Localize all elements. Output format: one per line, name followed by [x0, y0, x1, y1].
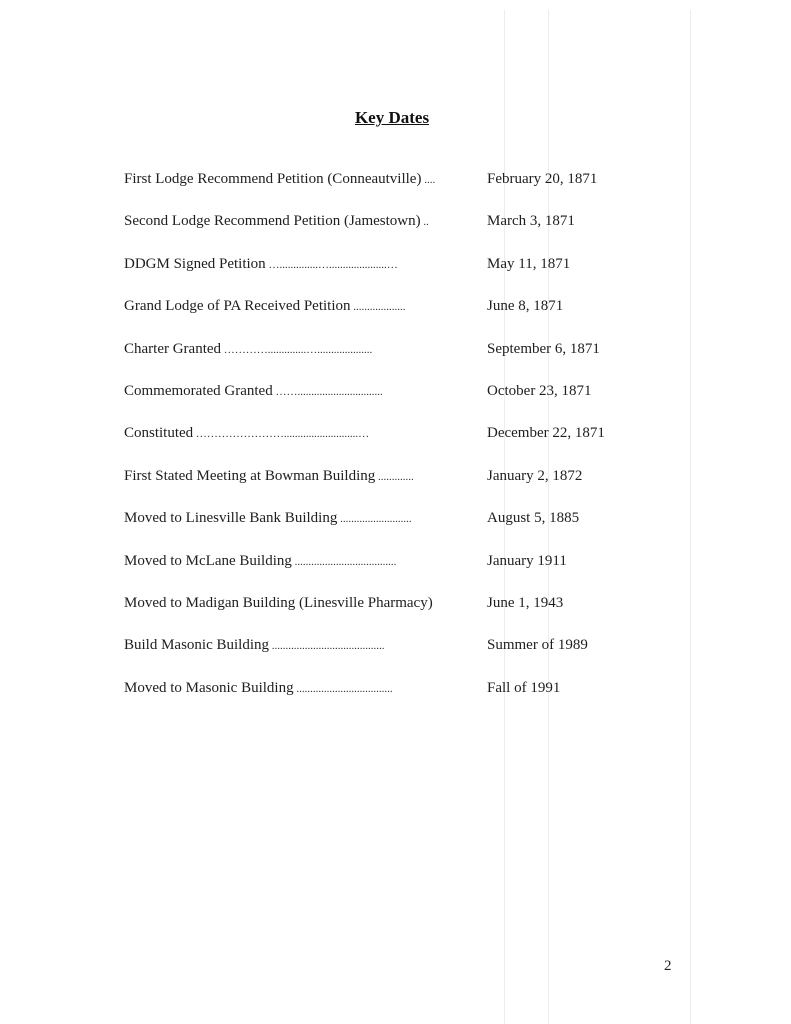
dot-leader: .............	[375, 470, 414, 483]
event-label	[124, 634, 385, 657]
event-label	[124, 168, 435, 191]
event-name: DDGM Signed Petition	[124, 255, 266, 272]
date-entry	[124, 295, 684, 337]
event-name: First Stated Meeting at Bowman Building	[124, 467, 376, 484]
event-date: January 2, 1872	[487, 467, 583, 484]
dot-leader: .........................................	[269, 640, 385, 653]
date-entry	[124, 465, 684, 507]
event-label	[124, 677, 393, 700]
date-entry	[124, 507, 684, 549]
dot-leader: …..............….....................…	[265, 258, 398, 271]
event-date: June 1, 1943	[487, 594, 564, 611]
date-entry	[124, 253, 684, 295]
dot-leader: .....................................	[291, 555, 397, 568]
event-name: Moved to Madigan Building (Linesville Pharmacy)	[124, 594, 433, 611]
event-label	[124, 507, 412, 530]
date-entry	[124, 634, 684, 676]
event-date: Fall of 1991	[487, 679, 561, 696]
event-date: February 20, 1871	[487, 171, 598, 187]
event-name: Second Lodge Recommend Petition (Jamestown)	[124, 213, 421, 230]
event-name: Commemorated Granted	[124, 382, 273, 399]
event-label	[124, 422, 369, 445]
dot-leader: …………..............…....................	[221, 343, 373, 356]
event-name: First Lodge Recommend Petition (Conneautville)	[124, 171, 422, 187]
date-entry	[124, 422, 684, 464]
date-entry	[124, 592, 684, 634]
event-date: March 3, 1871	[487, 213, 575, 230]
event-label	[124, 338, 372, 361]
event-label	[124, 253, 398, 276]
event-date: May 11, 1871	[487, 255, 571, 272]
event-date: August 5, 1885	[487, 510, 580, 527]
event-name: Constituted	[124, 425, 194, 442]
event-name: Charter Granted	[124, 340, 222, 357]
page-title: Key Dates	[354, 108, 430, 127]
page-number: 2	[664, 958, 672, 974]
event-label	[124, 380, 383, 403]
event-label	[124, 210, 429, 233]
date-entry	[124, 550, 684, 592]
event-date: Summer of 1989	[487, 637, 588, 654]
event-label	[124, 295, 406, 318]
date-entry	[124, 677, 684, 719]
date-entry	[124, 338, 684, 380]
date-entry	[124, 210, 684, 252]
event-date: January 1911	[487, 552, 567, 569]
event-date: June 8, 1871	[487, 298, 564, 315]
event-label	[124, 550, 396, 573]
event-name: Grand Lodge of PA Received Petition	[124, 298, 351, 315]
dot-leader: ..	[420, 216, 429, 229]
key-dates-list	[124, 168, 684, 719]
dot-leader: ...................	[350, 301, 406, 314]
date-entry	[124, 168, 684, 210]
dot-leader: ....	[421, 174, 436, 186]
event-name: Moved to Linesville Bank Building	[124, 510, 338, 527]
event-label	[124, 465, 414, 488]
event-date: September 6, 1871	[487, 340, 600, 357]
date-entry	[124, 380, 684, 422]
event-name: Build Masonic Building	[124, 637, 270, 654]
event-date: December 22, 1871	[487, 425, 605, 442]
event-date: October 23, 1871	[487, 382, 592, 399]
dot-leader: ...................................	[293, 682, 393, 695]
event-name: Moved to McLane Building	[124, 552, 292, 569]
event-name: Moved to Masonic Building	[124, 679, 294, 696]
dot-leader: ……...............................	[272, 385, 383, 398]
dot-leader: ..........................	[337, 513, 412, 526]
dot-leader: ……………………...........................…	[193, 428, 370, 441]
event-label	[124, 592, 433, 615]
scan-artifact-line	[690, 10, 691, 1024]
